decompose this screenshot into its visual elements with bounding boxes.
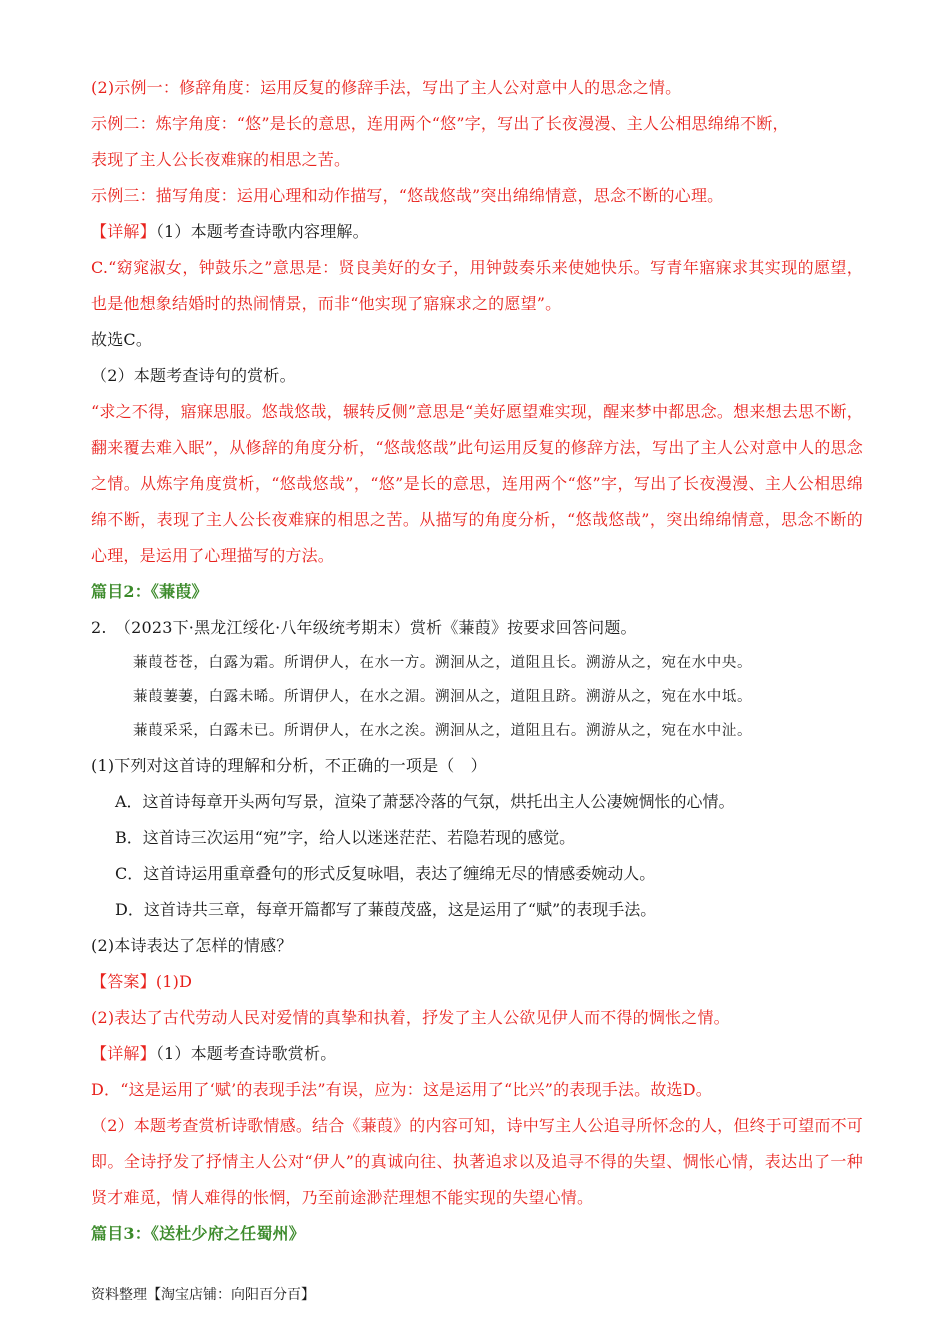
answer-label: 【答案】 bbox=[91, 972, 156, 991]
detail-question-2: （2）本题考查诗句的赏析。 bbox=[91, 366, 296, 385]
answer-1: (1)D bbox=[155, 972, 193, 991]
detail-row-1 bbox=[91, 214, 863, 250]
detail-1-explanation: C.“窈窕淑女，钟鼓乐之”意思是：贤良美好的女子，用钟鼓奏乐来使她快乐。写青年寤寐求其实现的愿望，也是他想象结婚时的热闹情景，而非“他实现了寤寐求之的愿望”。 bbox=[91, 258, 863, 313]
answer-example-3: 示例三：描写角度：运用心理和动作描写，“悠哉悠哉”突出绵绵情意，思念不断的心理。 bbox=[91, 186, 724, 205]
option-b: B．这首诗三次运用“宛”字，给人以迷迷茫茫、若隐若现的感觉。 bbox=[115, 828, 576, 847]
detail-question-s2-1: （1）本题考查诗歌赏析。 bbox=[155, 1044, 337, 1063]
option-c: C．这首诗运用重章叠句的形式反复咏唱，表达了缠绵无尽的情感委婉动人。 bbox=[115, 864, 656, 883]
detail-1-choice: 故选C。 bbox=[91, 330, 153, 349]
option-d: D．这首诗共三章，每章开篇都写了蒹葭茂盛，这是运用了“赋”的表现手法。 bbox=[115, 900, 657, 919]
detail-row-s2 bbox=[91, 1036, 863, 1072]
section-2-heading: 篇目2：《蒹葭》 bbox=[91, 582, 208, 601]
poem-stanza-1: 蒹葭苍苍，白露为霜。所谓伊人，在水一方。溯洄从之，道阻且长。溯游从之，宛在水中央。 bbox=[133, 655, 753, 671]
answer-2: (2)表达了古代劳动人民对爱情的真挚和执着，抒发了主人公欲见伊人而不得的惆怅之情。 bbox=[91, 1008, 730, 1027]
answer-example-2-line-2: 表现了主人公长夜难寐的相思之苦。 bbox=[91, 150, 351, 169]
detail-label-s2: 【详解】 bbox=[91, 1044, 156, 1063]
question-2-intro: 2. （2023下·黑龙江绥化·八年级统考期末）赏析《蒹葭》按要求回答问题。 bbox=[91, 618, 637, 637]
answer-row bbox=[91, 964, 863, 1000]
detail-s2-2-explanation: （2）本题考查赏析诗歌情感。结合《蒹葭》的内容可知，诗中写主人公追寻所怀念的人，但终于可望而不可即。全诗抒发了抒情主人公对“伊人”的真诚向往、执著追求以及追寻不得的失望、惆怅心情，表达出了一种贤才难觅，情人难得的怅惘，乃至前途渺茫理想不能实现的失望心情。 bbox=[91, 1116, 863, 1207]
answer-example-1: (2)示例一：修辞角度：运用反复的修辞手法，写出了主人公对意中人的思念之情。 bbox=[91, 78, 682, 97]
detail-2-explanation: “求之不得，寤寐思服。悠哉悠哉，辗转反侧”意思是“美好愿望难实现，醒来梦中都思念。想来想去思不断，翻来覆去难入眠”，从修辞的角度分析，“悠哉悠哉”此句运用反复的修辞方法，写出了主人公对意中人的思念之情。从炼字角度赏析，“悠哉悠哉”，“悠”是长的意思，连用两个“悠”字，写出了长夜漫漫、主人公相思绵绵不断，表现了主人公长夜难寐的相思之苦。从描写的角度分析，“悠哉悠哉”，突出绵绵情意，思念不断的心理，是运用了心理描写的方法。 bbox=[91, 402, 863, 565]
detail-question-1: （1）本题考查诗歌内容理解。 bbox=[155, 222, 369, 241]
poem-block bbox=[91, 646, 863, 748]
question-2-1: (1)下列对这首诗的理解和分析，不正确的一项是（ ） bbox=[91, 756, 487, 775]
poem-stanza-2: 蒹葭萋萋，白露未晞。所谓伊人，在水之湄。溯洄从之，道阻且跻。溯游从之，宛在水中坻。 bbox=[133, 689, 753, 705]
answer-example-2-line-1: 示例二：炼字角度：“悠”是长的意思，连用两个“悠”字，写出了长夜漫漫、主人公相思绵绵不断， bbox=[91, 114, 789, 133]
footer-source: 资料整理【淘宝店铺：向阳百分百】 bbox=[91, 1287, 315, 1303]
poem-stanza-3: 蒹葭采采，白露未已。所谓伊人，在水之涘。溯洄从之，道阻且右。溯游从之，宛在水中沚。 bbox=[133, 723, 753, 739]
option-a: A．这首诗每章开头两句写景，渲染了萧瑟冷落的气氛，烘托出主人公凄婉惆怅的心情。 bbox=[115, 792, 735, 811]
question-2-2: (2)本诗表达了怎样的情感？ bbox=[91, 936, 293, 955]
section-3-heading: 篇目3：《送杜少府之任蜀州》 bbox=[91, 1224, 305, 1243]
detail-s2-1-explanation: D．“这是运用了‘赋’的表现手法”有误，应为：这是运用了“比兴”的表现手法。故选D。 bbox=[91, 1080, 712, 1099]
document-body bbox=[91, 70, 863, 1252]
detail-label: 【详解】 bbox=[91, 222, 156, 241]
